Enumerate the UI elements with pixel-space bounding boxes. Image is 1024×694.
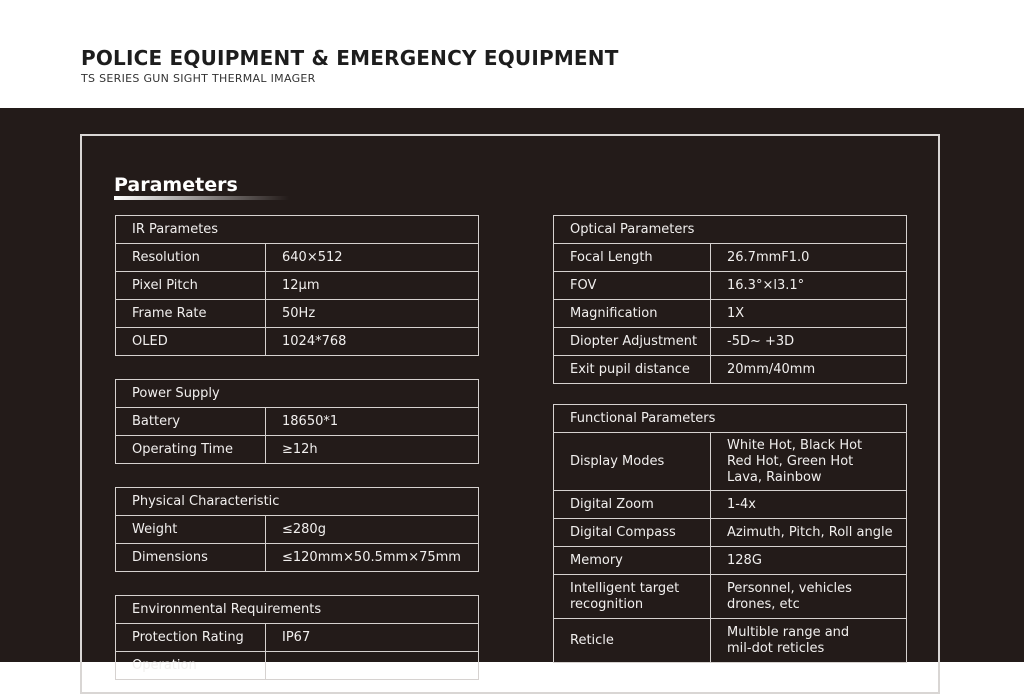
table-heading: Optical Parameters xyxy=(554,216,907,244)
row-value xyxy=(266,652,479,680)
page-title: POLICE EQUIPMENT & EMERGENCY EQUIPMENT xyxy=(81,46,619,70)
table-row xyxy=(116,408,479,436)
row-value: 16.3°×l3.1° xyxy=(711,272,907,300)
table-row xyxy=(116,272,479,300)
table-row xyxy=(116,244,479,272)
table-row xyxy=(554,328,907,356)
row-label: Weight xyxy=(116,516,266,544)
row-label: Digital Zoom xyxy=(554,491,711,519)
page-header xyxy=(0,0,1024,108)
row-label: FOV xyxy=(554,272,711,300)
row-label: Magnification xyxy=(554,300,711,328)
row-value: 1024*768 xyxy=(266,328,479,356)
row-value: Multible range and mil-dot reticles xyxy=(711,619,907,663)
row-label: Diopter Adjustment xyxy=(554,328,711,356)
row-label: Memory xyxy=(554,547,711,575)
table-row xyxy=(116,652,479,680)
table-heading: Functional Parameters xyxy=(554,405,907,433)
table-row xyxy=(554,272,907,300)
physical-characteristic-table xyxy=(115,487,479,572)
row-value: 18650*1 xyxy=(266,408,479,436)
table-row xyxy=(116,624,479,652)
row-value: 12μm xyxy=(266,272,479,300)
row-label: Operation xyxy=(116,652,266,680)
row-value: Azimuth, Pitch, Roll angle xyxy=(711,519,907,547)
row-label: Battery xyxy=(116,408,266,436)
table-row xyxy=(554,575,907,619)
row-label: Pixel Pitch xyxy=(116,272,266,300)
table-row xyxy=(554,519,907,547)
table-row xyxy=(554,547,907,575)
row-value: 20mm/40mm xyxy=(711,356,907,384)
section-underline xyxy=(114,196,289,200)
ir-parameters-table xyxy=(115,215,479,356)
row-label: OLED xyxy=(116,328,266,356)
row-value: 1-4x xyxy=(711,491,907,519)
optical-parameters-table xyxy=(553,215,907,384)
power-supply-table xyxy=(115,379,479,464)
row-label: Reticle xyxy=(554,619,711,663)
row-value: ≥12h xyxy=(266,436,479,464)
row-label: Digital Compass xyxy=(554,519,711,547)
row-label: Focal Length xyxy=(554,244,711,272)
row-label: Intelligent target recognition xyxy=(554,575,711,619)
environmental-requirements-table xyxy=(115,595,479,680)
table-row xyxy=(554,244,907,272)
table-heading: Power Supply xyxy=(116,380,479,408)
table-row xyxy=(554,433,907,491)
row-label: Protection Rating xyxy=(116,624,266,652)
row-label: Dimensions xyxy=(116,544,266,572)
table-row xyxy=(554,300,907,328)
spec-panel xyxy=(0,108,1024,673)
row-value: 26.7mmF1.0 xyxy=(711,244,907,272)
row-value: 1X xyxy=(711,300,907,328)
table-row xyxy=(554,619,907,663)
table-row xyxy=(116,300,479,328)
table-row xyxy=(554,491,907,519)
table-row xyxy=(116,516,479,544)
section-title: Parameters xyxy=(114,174,238,196)
table-row xyxy=(116,328,479,356)
row-value: ≤280g xyxy=(266,516,479,544)
row-value: Personnel, vehicles drones, etc xyxy=(711,575,907,619)
table-heading: IR Parametes xyxy=(116,216,479,244)
table-heading: Environmental Requirements xyxy=(116,596,479,624)
row-value: IP67 xyxy=(266,624,479,652)
table-row xyxy=(116,544,479,572)
functional-parameters-table xyxy=(553,404,907,663)
row-label: Display Modes xyxy=(554,433,711,491)
row-value: -5D~ +3D xyxy=(711,328,907,356)
row-value: White Hot, Black Hot Red Hot, Green Hot Lava, Rainbow xyxy=(711,433,907,491)
row-value: 128G xyxy=(711,547,907,575)
table-row xyxy=(554,356,907,384)
row-label: Resolution xyxy=(116,244,266,272)
row-label: Exit pupil distance xyxy=(554,356,711,384)
table-row xyxy=(116,436,479,464)
row-value: 640×512 xyxy=(266,244,479,272)
row-value: 50Hz xyxy=(266,300,479,328)
row-label: Operating Time xyxy=(116,436,266,464)
row-label: Frame Rate xyxy=(116,300,266,328)
row-value: ≤120mm×50.5mm×75mm xyxy=(266,544,479,572)
page-subtitle: TS SERIES GUN SIGHT THERMAL IMAGER xyxy=(81,72,316,85)
table-heading: Physical Characteristic xyxy=(116,488,479,516)
